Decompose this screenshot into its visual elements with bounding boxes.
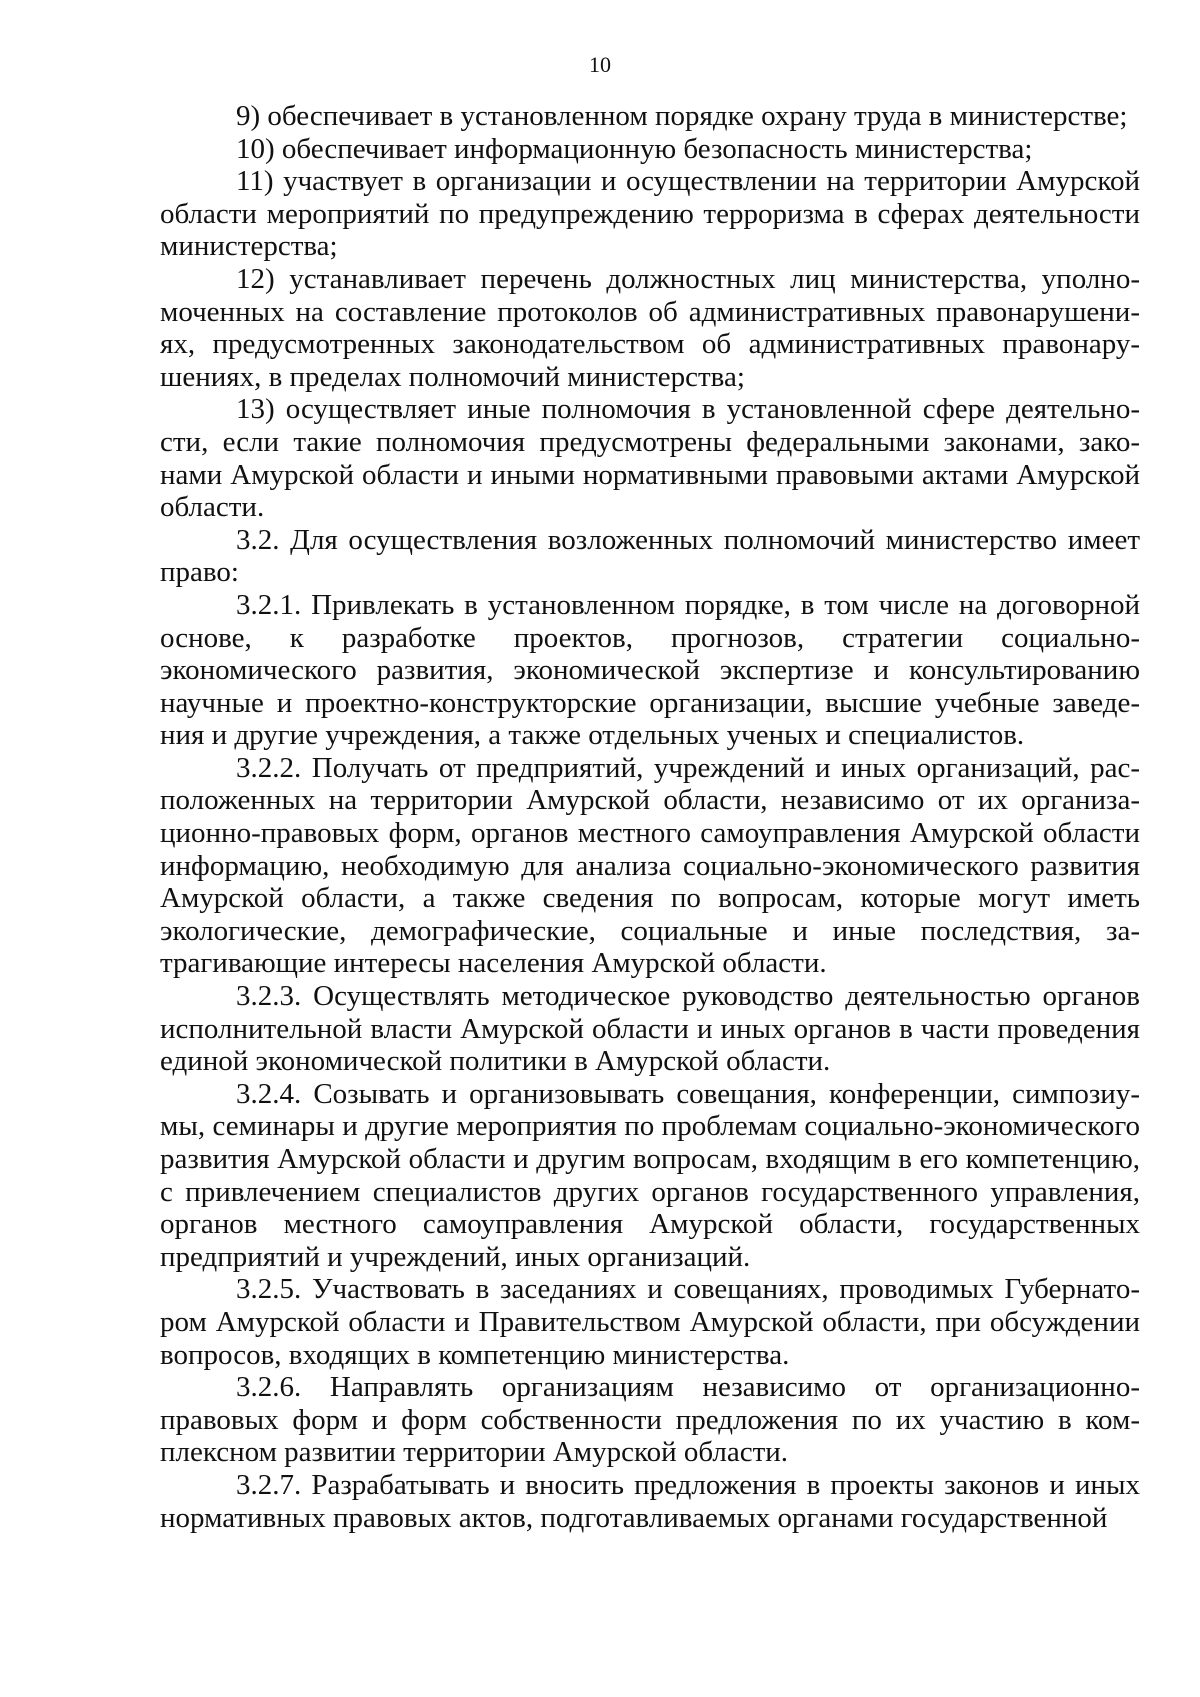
page-number: 10 [589,52,611,77]
paragraph-3-2-3: 3.2.3. Осуществлять методическое руководство деятельностью органов исполнительной власти Амурской области и иных органов в части проведения единой экономической политики в Амурской области. [160,980,1140,1078]
paragraph-item-11: 11) участвует в организации и осуществлении на территории Амурской области мероприятий по предупреждению терроризма в сферах деятельности министерства; [160,165,1140,263]
paragraph-3-2: 3.2. Для осуществления возложенных полномочий министерство имеет право: [160,523,1140,589]
paragraph-3-2-4: 3.2.4. Созывать и организовывать совещания, конференции, симпозиумы, семинары и другие мероприятия по проблемам социально-экономического развития Амурской области и другим вопросам, входящим в его компетенцию, с привлечением специалистов других органов государственного управления, органов местного самоуправления Амурской области, государственных предприятий и учреждений, иных организаций. [160,1077,1140,1273]
paragraph-item-9: 9) обеспечивает в установленном порядке охрану труда в министерстве; [236,100,1128,132]
paragraph-3-2-5: 3.2.5. Участвовать в заседаниях и совещаниях, проводимых Губернатором Амурской области и Правительством Амурской области, при обсуждении вопросов, входящих в компетенцию министерства. [160,1273,1140,1371]
paragraph-item-13: 13) осуществляет иные полномочия в установленной сфере деятельности, если такие полномочия предусмотрены федеральными законами, законами Амурской области и иными нормативными правовыми актами Амурской области. [160,393,1140,524]
paragraph-item-12: 12) устанавливает перечень должностных лиц министерства, уполномоченных на составление протоколов об административных правонарушениях, предусмотренных законодательством об административных правонарушениях, в пределах полномочий министерства; [160,262,1140,393]
document-body [160,100,1140,1534]
paragraph-3-2-2: 3.2.2. Получать от предприятий, учреждений и иных организаций, расположенных на территории Амурской области, независимо от их организационно-правовых форм, органов местного самоуправления Амурской области информацию, необходимую для анализа социально-экономического развития Амурской области, а также сведения по вопросам, которые могут иметь экологические, демографические, социальные и иные последствия, затрагивающие интересы населения Амурской области. [160,751,1140,980]
paragraph-3-2-7: 3.2.7. Разрабатывать и вносить предложения в проекты законов и иных нормативных правовых актов, подготавливаемых органами государственной [160,1468,1140,1534]
paragraph-3-2-6: 3.2.6. Направлять организациям независимо от организационно-правовых форм и форм собственности предложения по их участию в комплексном развитии территории Амурской области. [160,1371,1140,1469]
paragraph-3-2-1: 3.2.1. Привлекать в установленном порядке, в том числе на договорной основе, к разработке проектов, прогнозов, стратегии социально-экономического развития, экономической экспертизе и консультированию научные и проектно-конструкторские организации, высшие учебные заведения и другие учреждения, а также отдельных ученых и специалистов. [160,588,1140,752]
paragraph-item-10: 10) обеспечивает информационную безопасность министерства; [236,132,1033,165]
